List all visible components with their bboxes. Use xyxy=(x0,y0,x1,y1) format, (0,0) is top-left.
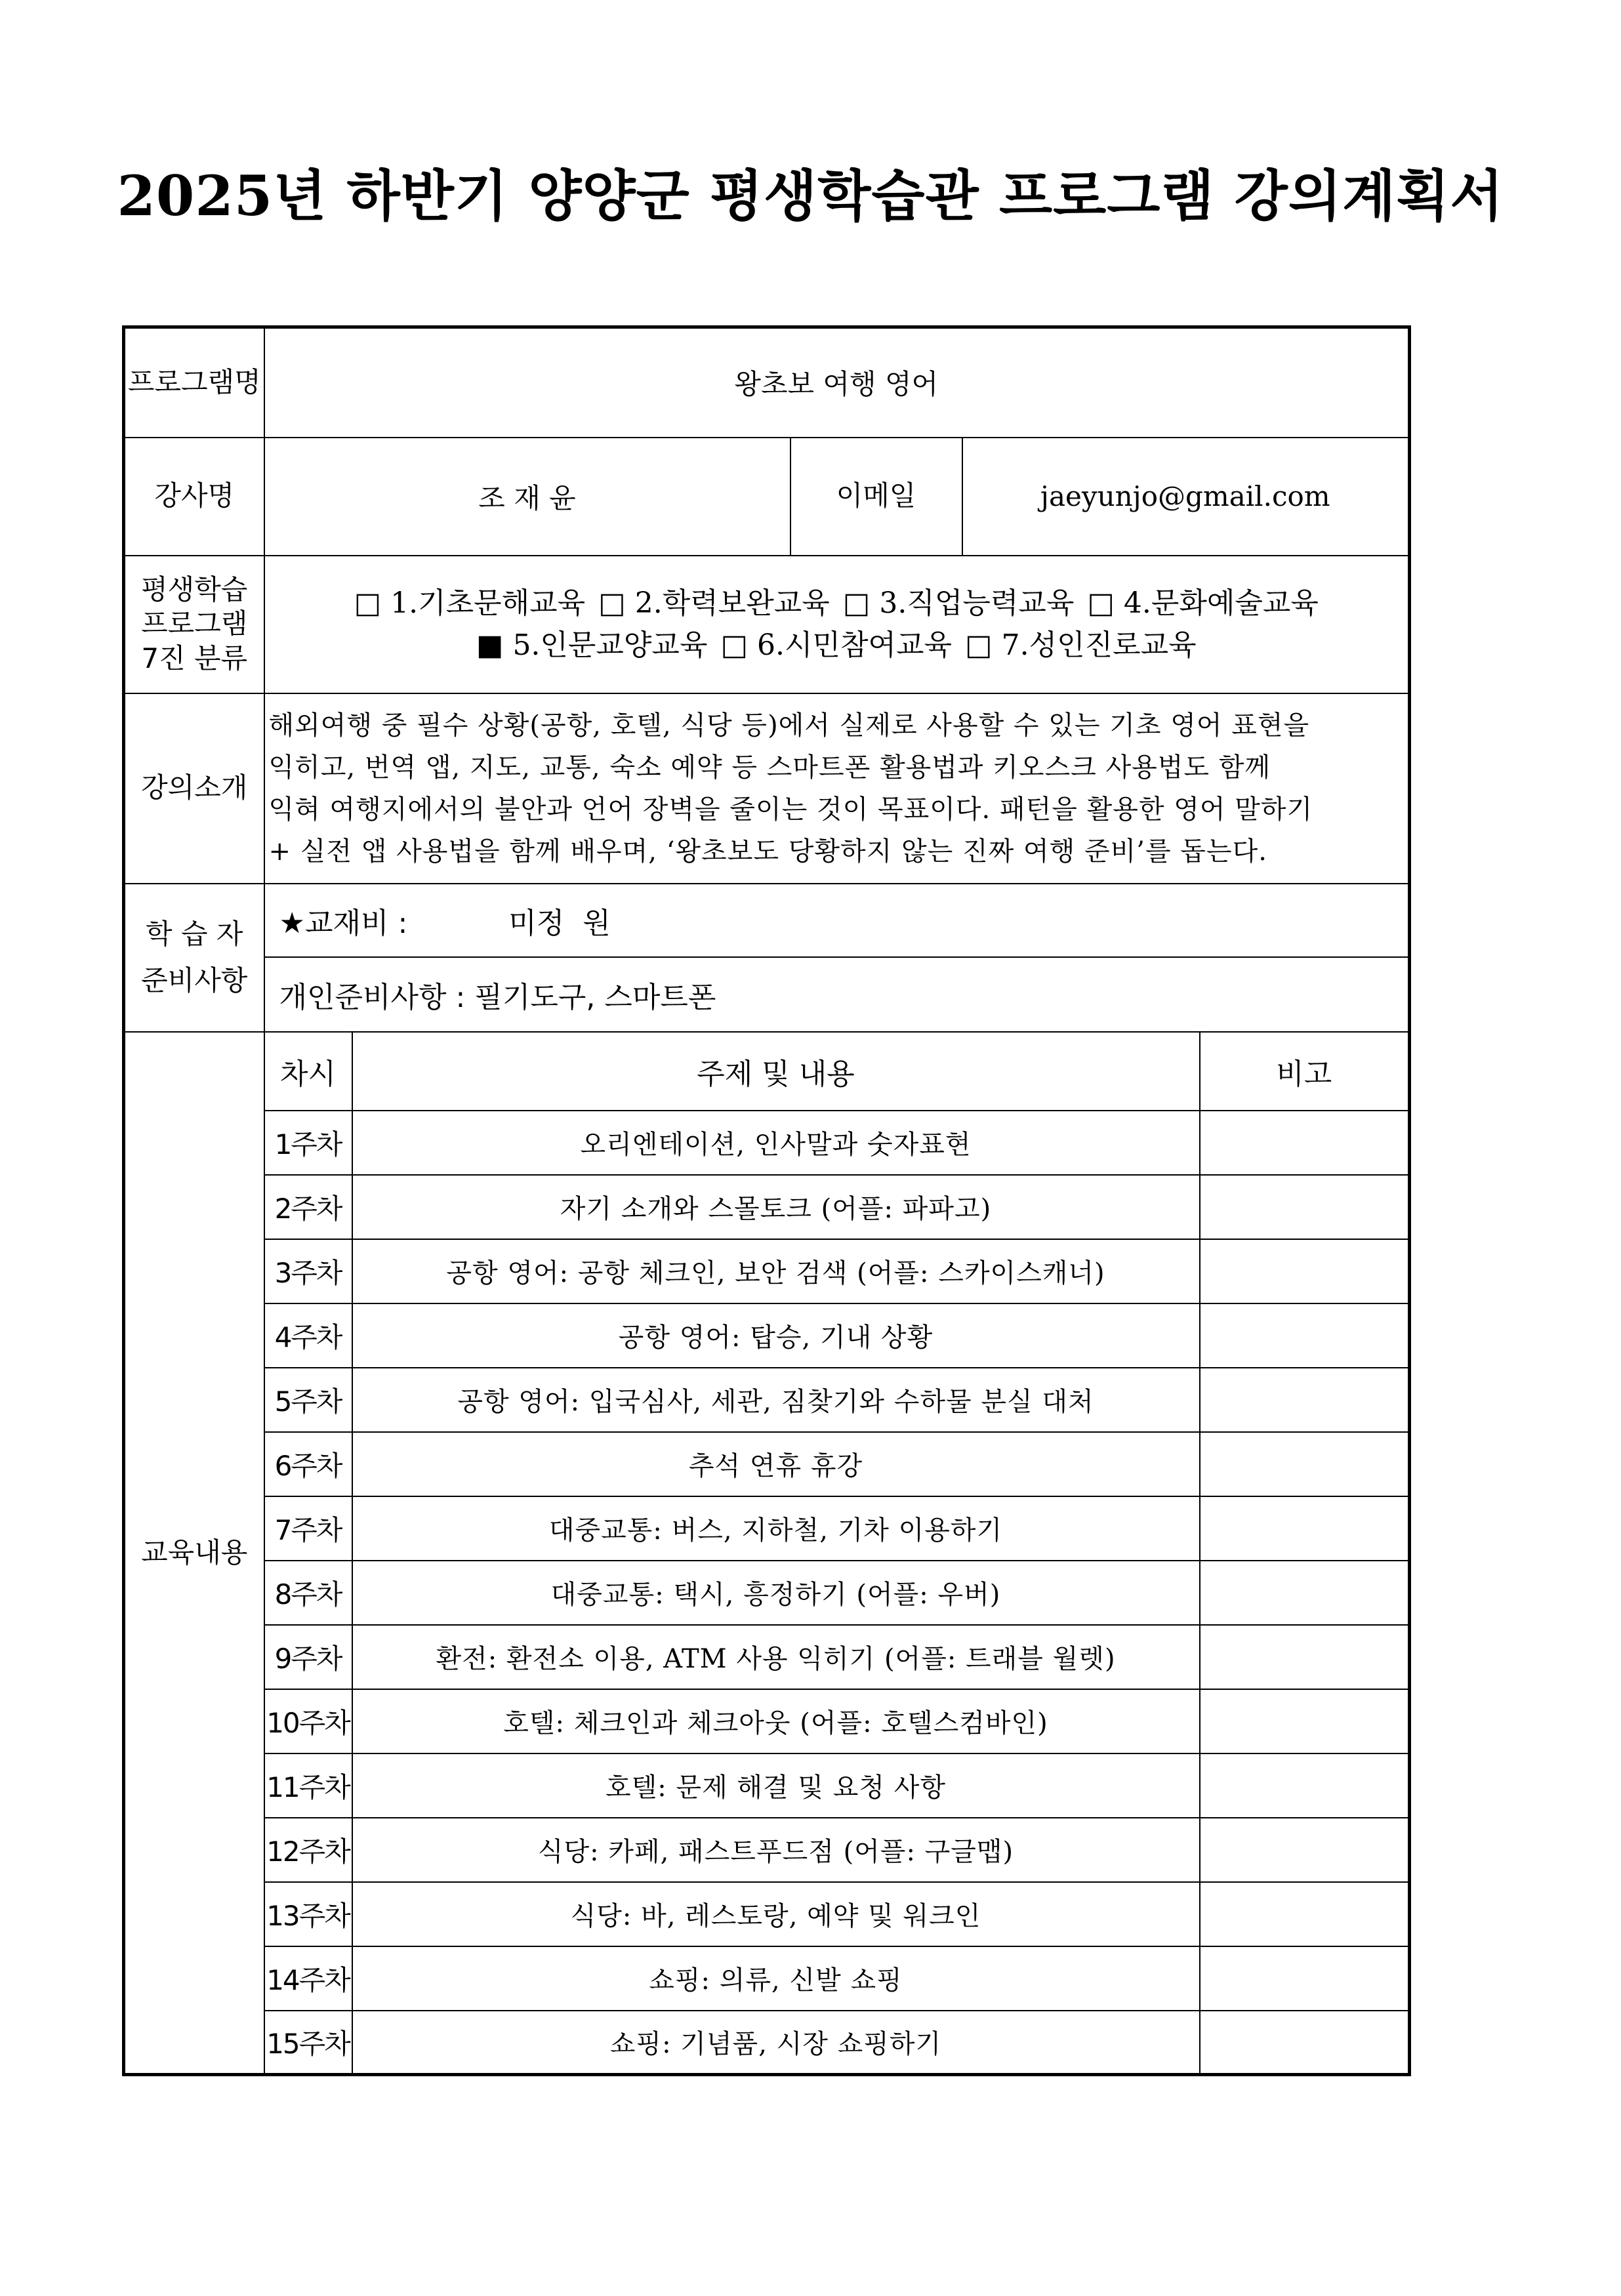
session-cell: 5주차 xyxy=(264,1368,352,1432)
prep-row-personal xyxy=(124,957,1410,1032)
unchecked-box-icon: □ xyxy=(354,586,382,620)
unchecked-box-icon: □ xyxy=(1087,586,1115,620)
program-row xyxy=(124,327,1410,438)
unchecked-box-icon: □ xyxy=(965,628,993,662)
topic-cell: 식당: 바, 레스토랑, 예약 및 워크인 xyxy=(352,1882,1200,1946)
curriculum-header-row xyxy=(124,1032,1410,1111)
note-cell xyxy=(1200,1689,1410,1753)
curriculum-row xyxy=(124,1818,1410,1882)
topic-cell: 식당: 카페, 패스트푸드점 (어플: 구글맵) xyxy=(352,1818,1200,1882)
note-cell xyxy=(1200,1432,1410,1496)
note-cell xyxy=(1200,1753,1410,1818)
topic-cell: 공항 영어: 공항 체크인, 보안 검색 (어플: 스카이스캐너) xyxy=(352,1239,1200,1303)
category-option xyxy=(476,628,708,662)
topic-cell: 대중교통: 버스, 지하철, 기차 이용하기 xyxy=(352,1496,1200,1561)
session-cell: 6주차 xyxy=(264,1432,352,1496)
unchecked-box-icon: □ xyxy=(720,628,749,662)
category-option-label: 5.인문교양교육 xyxy=(512,628,708,662)
unchecked-box-icon: □ xyxy=(842,586,871,620)
material-fee xyxy=(264,884,1410,957)
lecture-plan-table xyxy=(122,325,1411,2076)
topic-cell: 호텔: 문제 해결 및 요청 사항 xyxy=(352,1753,1200,1818)
category-label-line2: 프로그램 xyxy=(141,607,248,640)
curriculum-row xyxy=(124,2011,1410,2075)
note-cell xyxy=(1200,1496,1410,1561)
curriculum-row xyxy=(124,1432,1410,1496)
curriculum-row xyxy=(124,1496,1410,1561)
category-row xyxy=(124,556,1410,693)
note-cell xyxy=(1200,1175,1410,1239)
category-option-label: 2.학력보완교육 xyxy=(634,586,830,620)
curriculum-row xyxy=(124,1946,1410,2011)
intro-text xyxy=(264,693,1410,884)
curriculum-row xyxy=(124,1175,1410,1239)
intro-line: + 실전 앱 사용법을 함께 배우며, ‘왕초보도 당황하지 않는 진짜 여행 준비’를 돕는다. xyxy=(268,836,1267,867)
note-cell xyxy=(1200,1303,1410,1368)
curriculum-row xyxy=(124,1625,1410,1689)
category-label-line1: 평생학습 xyxy=(141,573,248,605)
intro-row xyxy=(124,693,1410,884)
curriculum-row xyxy=(124,1239,1410,1303)
curriculum-row xyxy=(124,1882,1410,1946)
category-label xyxy=(124,556,264,693)
session-cell: 1주차 xyxy=(264,1111,352,1175)
unchecked-box-icon: □ xyxy=(598,586,626,620)
curriculum-row xyxy=(124,1303,1410,1368)
session-cell: 4주차 xyxy=(264,1303,352,1368)
email-label: 이메일 xyxy=(790,438,962,556)
session-cell: 7주차 xyxy=(264,1496,352,1561)
prep-label-line1: 학 습 자 xyxy=(146,918,243,950)
material-fee-label: ★교재비 : xyxy=(279,906,408,940)
instructor-name: 조 재 윤 xyxy=(264,438,790,556)
curriculum-label: 교육내용 xyxy=(124,1032,264,2075)
intro-line: 익혀 여행지에서의 불안과 언어 장벽을 줄이는 것이 목표이다. 패턴을 활용한 영어 말하기 xyxy=(268,794,1313,825)
instructor-label: 강사명 xyxy=(124,438,264,556)
prep-label xyxy=(124,884,264,1032)
session-cell: 2주차 xyxy=(264,1175,352,1239)
category-option-label: 4.문화예술교육 xyxy=(1123,586,1319,620)
topic-cell: 대중교통: 택시, 흥정하기 (어플: 우버) xyxy=(352,1561,1200,1625)
program-label: 프로그램명 xyxy=(124,327,264,438)
session-cell: 14주차 xyxy=(264,1946,352,2011)
session-cell: 12주차 xyxy=(264,1818,352,1882)
topic-cell: 환전: 환전소 이용, ATM 사용 익히기 (어플: 트래블 월렛) xyxy=(352,1625,1200,1689)
category-options xyxy=(264,556,1410,693)
note-cell xyxy=(1200,1368,1410,1432)
category-label-line3: 7진 분류 xyxy=(141,642,248,674)
session-cell: 8주차 xyxy=(264,1561,352,1625)
category-option xyxy=(843,586,1075,620)
session-header: 차시 xyxy=(264,1032,352,1111)
curriculum-row xyxy=(124,1753,1410,1818)
category-option xyxy=(1087,586,1319,620)
prep-row-fee xyxy=(124,884,1410,957)
note-cell xyxy=(1200,2011,1410,2075)
session-cell: 15주차 xyxy=(264,2011,352,2075)
topic-cell: 쇼핑: 기념품, 시장 쇼핑하기 xyxy=(352,2011,1200,2075)
page-title: 2025년 하반기 양양군 평생학습관 프로그램 강의계획서 xyxy=(117,163,1504,228)
session-cell: 9주차 xyxy=(264,1625,352,1689)
note-cell xyxy=(1200,1111,1410,1175)
topic-header: 주제 및 내용 xyxy=(352,1032,1200,1111)
personal-prep: 개인준비사항 : 필기도구, 스마트폰 xyxy=(264,957,1410,1032)
curriculum-row xyxy=(124,1689,1410,1753)
category-option xyxy=(965,628,1197,662)
topic-cell: 오리엔테이션, 인사말과 숫자표현 xyxy=(352,1111,1200,1175)
category-option-label: 6.시민참여교육 xyxy=(757,628,953,662)
category-option-label: 1.기초문해교육 xyxy=(390,586,586,620)
curriculum-row xyxy=(124,1111,1410,1175)
topic-cell: 호텔: 체크인과 체크아웃 (어플: 호텔스컴바인) xyxy=(352,1689,1200,1753)
category-option-label: 3.직업능력교육 xyxy=(879,586,1075,620)
email-value: jaeyunjo@gmail.com xyxy=(962,438,1410,556)
session-cell: 13주차 xyxy=(264,1882,352,1946)
note-cell xyxy=(1200,1561,1410,1625)
topic-cell: 공항 영어: 탑승, 기내 상황 xyxy=(352,1303,1200,1368)
note-header: 비고 xyxy=(1200,1032,1410,1111)
topic-cell: 추석 연휴 휴강 xyxy=(352,1432,1200,1496)
note-cell xyxy=(1200,1882,1410,1946)
topic-cell: 공항 영어: 입국심사, 세관, 짐찾기와 수하물 분실 대처 xyxy=(352,1368,1200,1432)
category-option xyxy=(720,628,952,662)
intro-line: 익히고, 번역 앱, 지도, 교통, 숙소 예약 등 스마트폰 활용법과 키오스크 사용법도 함께 xyxy=(268,752,1271,783)
session-cell: 11주차 xyxy=(264,1753,352,1818)
curriculum-row xyxy=(124,1561,1410,1625)
session-cell: 10주차 xyxy=(264,1689,352,1753)
note-cell xyxy=(1200,1625,1410,1689)
topic-cell: 쇼핑: 의류, 신발 쇼핑 xyxy=(352,1946,1200,2011)
note-cell xyxy=(1200,1946,1410,2011)
curriculum-row xyxy=(124,1368,1410,1432)
prep-label-line2: 준비사항 xyxy=(141,964,248,996)
category-option xyxy=(354,586,586,620)
category-options-line2 xyxy=(265,625,1408,666)
intro-label: 강의소개 xyxy=(124,693,264,884)
category-options-line1 xyxy=(265,583,1408,625)
note-cell xyxy=(1200,1818,1410,1882)
material-fee-value: 미정 원 xyxy=(508,906,611,940)
category-option-label: 7.성인진로교육 xyxy=(1001,628,1197,662)
program-name: 왕초보 여행 영어 xyxy=(264,327,1410,438)
note-cell xyxy=(1200,1239,1410,1303)
intro-line: 해외여행 중 필수 상황(공항, 호텔, 식당 등)에서 실제로 사용할 수 있는 기초 영어 표현을 xyxy=(268,710,1310,741)
topic-cell: 자기 소개와 스몰토크 (어플: 파파고) xyxy=(352,1175,1200,1239)
checked-box-icon: ■ xyxy=(476,628,504,662)
instructor-row xyxy=(124,438,1410,556)
session-cell: 3주차 xyxy=(264,1239,352,1303)
category-option xyxy=(598,586,830,620)
